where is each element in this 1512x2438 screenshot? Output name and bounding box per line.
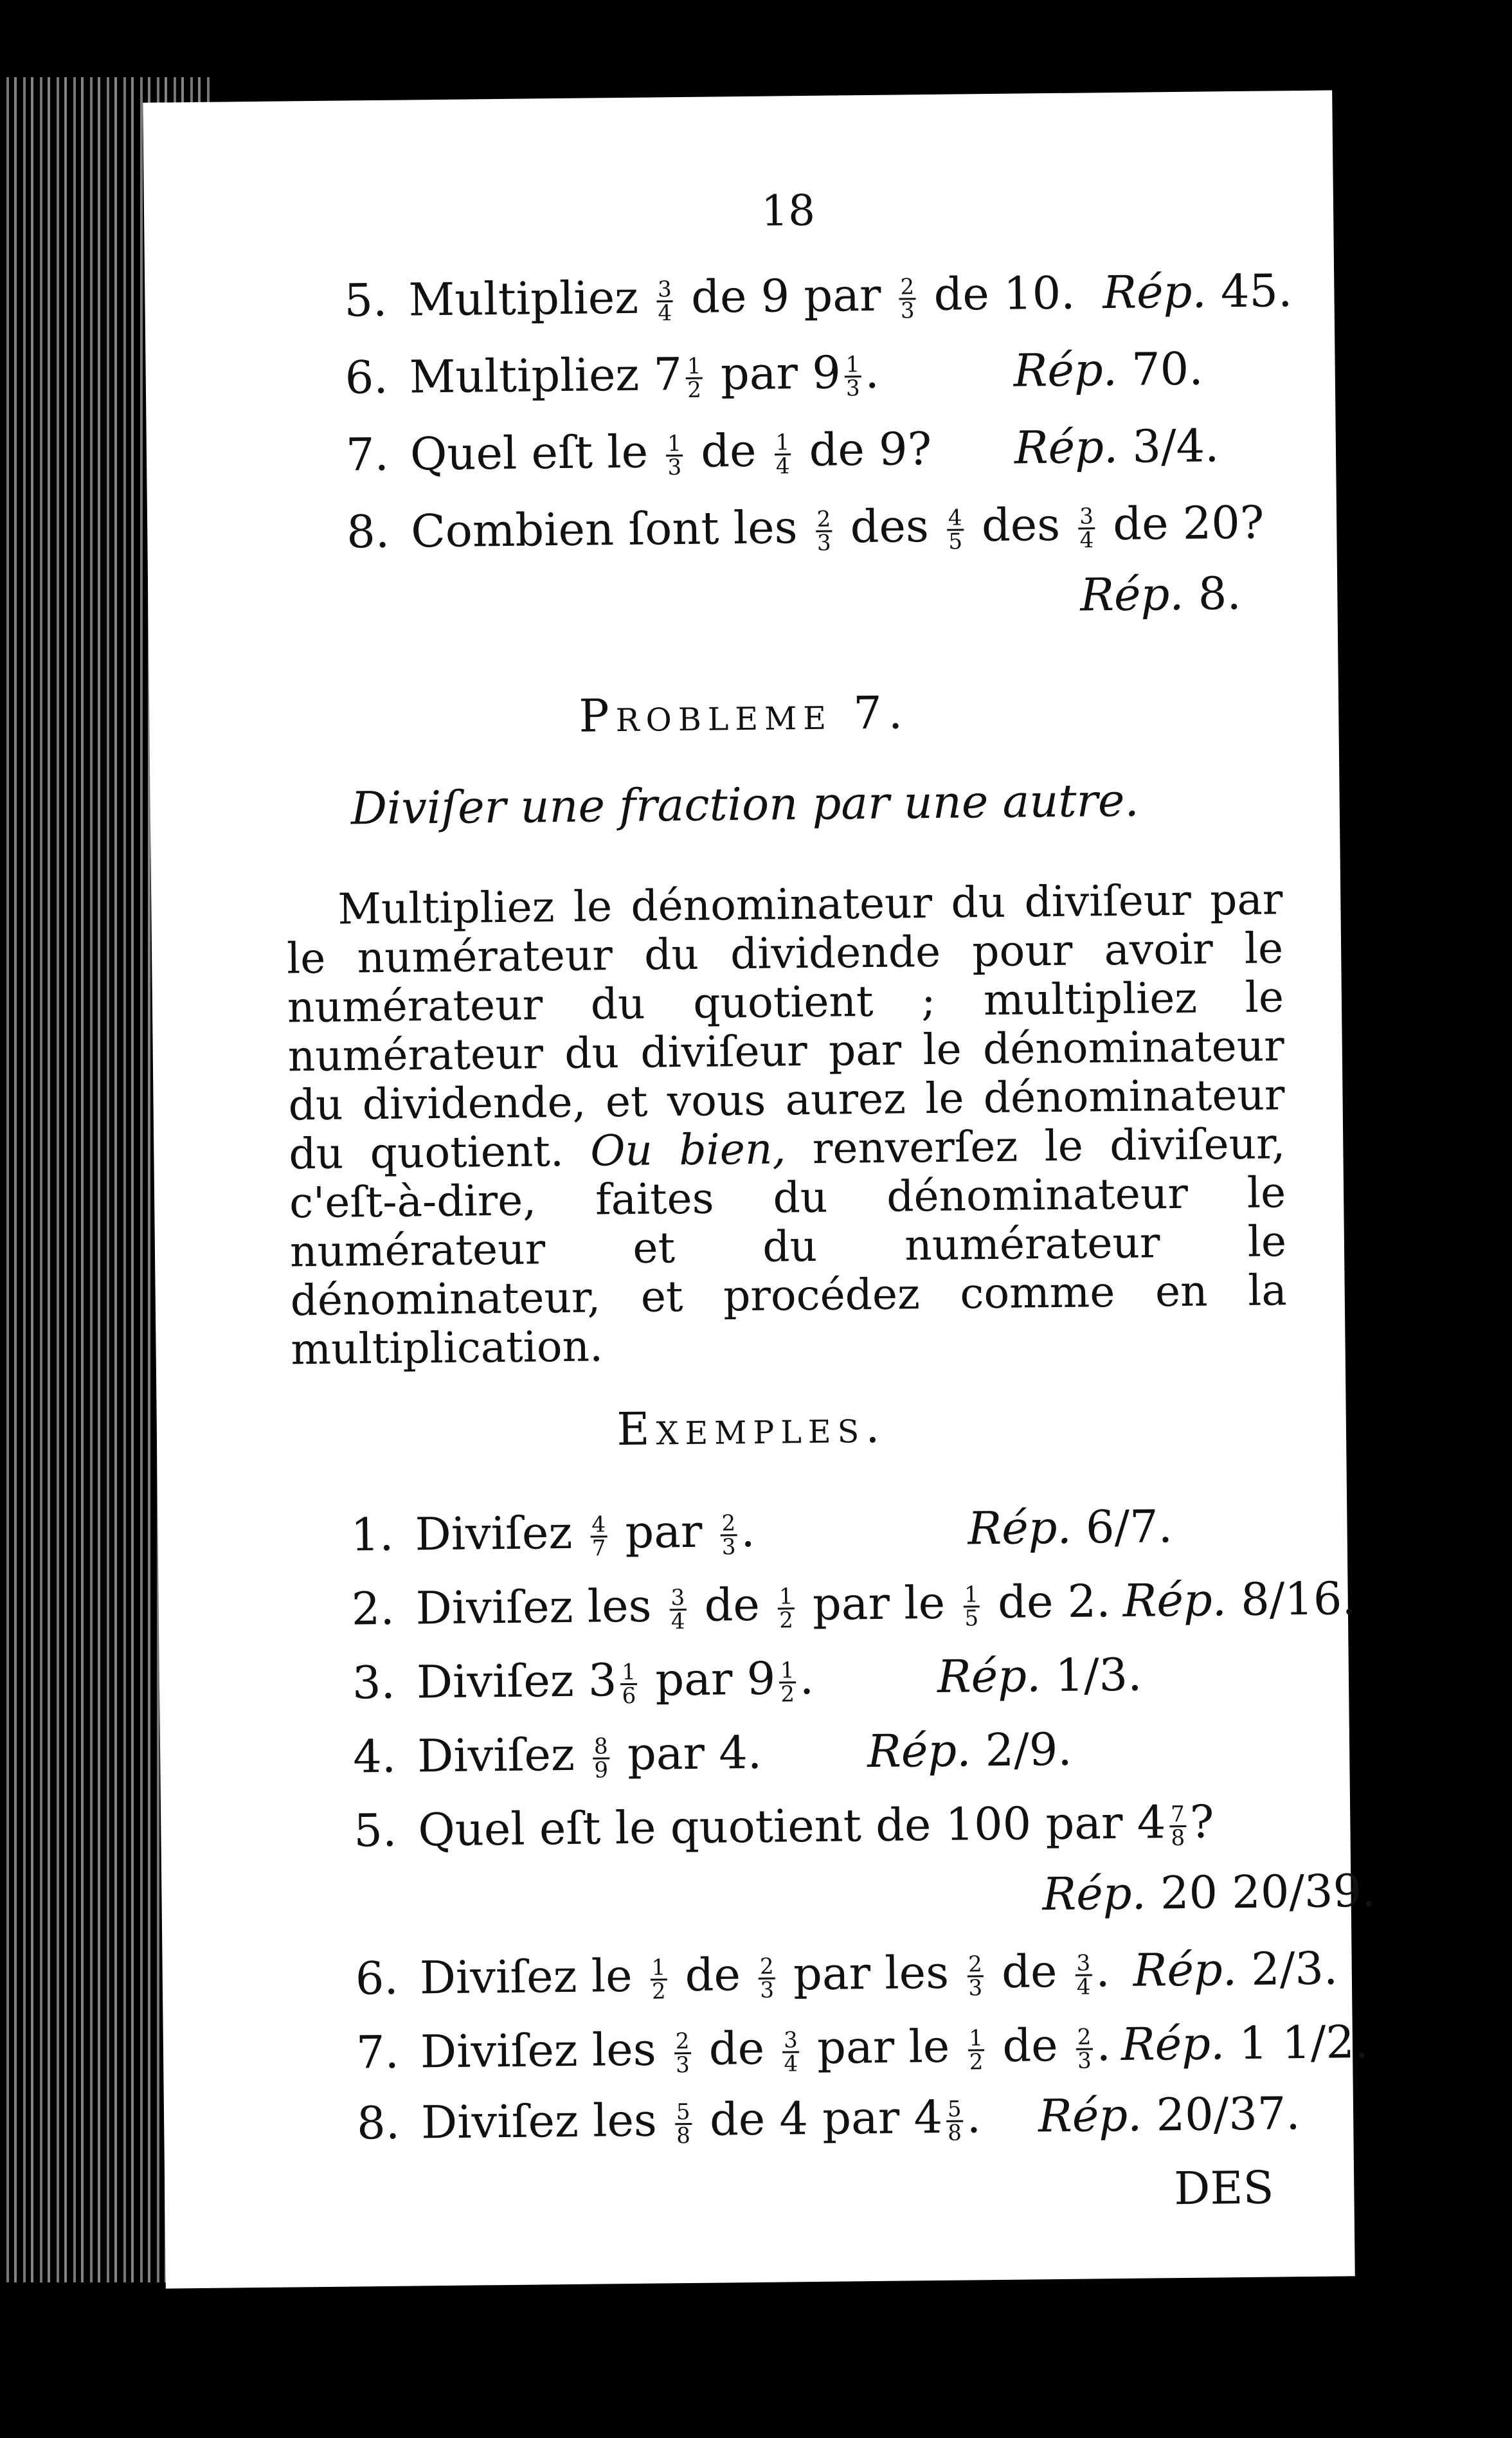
fraction: $\frac{1}{3}$: [667, 430, 682, 480]
exercise-question: [408, 267, 1076, 327]
example-question: [415, 1575, 1110, 1635]
exercise-question: [409, 346, 879, 404]
examples-heading: Exemples.: [616, 1400, 887, 1456]
text-run: par le: [798, 1576, 960, 1631]
fraction: $\frac{1}{3}$: [845, 351, 860, 401]
catchword: DES: [1173, 2161, 1274, 2216]
example-question: [420, 2018, 1112, 2079]
example-answer: Rép. 2/3.: [1133, 1942, 1338, 1997]
page-number: 18: [760, 185, 816, 236]
text-run: .: [1096, 2018, 1112, 2072]
text-run: par 4.: [613, 1726, 762, 1781]
fraction: $\frac{2}{3}$: [759, 1953, 775, 2003]
text-run: de: [670, 1947, 755, 2002]
exercise-answer: Rép. 8.: [1079, 566, 1242, 622]
text-run: de 9 par: [676, 268, 896, 324]
exercise-answer: Rép. 70.: [1013, 342, 1203, 397]
exercise-8: 8. Combien ſont les $\frac{2}{3}$ des $\frac{4}{5}$ des $\frac{3}{4}$ de 20?: [346, 496, 1264, 559]
fraction: $\frac{1}{2}$: [779, 1583, 794, 1634]
exercise-6: 6. Multipliez 7 $\frac{1}{2}$ par 9 $\frac{1}{3}$ .: [345, 345, 880, 404]
text-run: de 4 par 4: [695, 2090, 943, 2146]
rule-paragraph: Multipliez le dénominateur du diviſeur par le numérateur du dividende pour avoir le numérateur du quotient ; multipliez le numérateur du diviſeur par le dénominateur du dividende, et vous aurez le dénominateur du quotient. Ou bien, renverſez le diviſeur, c'eſt-à-dire, faites du dénominateur le numérateur et du numérateur le dénominateur, et procédez comme en la multiplication.: [286, 874, 1288, 1375]
example-6: 6. Diviſez le $\frac{1}{2}$ de $\frac{2}{3}$ par les $\frac{2}{3}$ de $\frac{3}{4}$ .: [355, 1944, 1110, 2005]
exercise-answer: Rép. 45.: [1102, 264, 1293, 320]
book-page: [143, 90, 1376, 2288]
fraction: $\frac{8}{9}$: [593, 1733, 609, 1783]
text-run: de: [694, 2021, 779, 2075]
fraction: $\frac{3}{4}$: [657, 276, 672, 326]
example-question: [415, 1504, 755, 1561]
fraction: $\frac{1}{2}$: [969, 2025, 984, 2075]
text-run: de 9?: [794, 422, 932, 477]
example-3: 3. Diviſez 3 $\frac{1}{6}$ par 9 $\frac{1}{2}$ .: [352, 1651, 815, 1710]
text-run: Multipliez 7: [409, 348, 683, 404]
example-7: 7. Diviſez les $\frac{2}{3}$ de $\frac{3}{4}$ par le $\frac{1}{2}$ de $\frac{2}{3}$ .: [356, 2018, 1112, 2079]
fraction: $\frac{1}{5}$: [964, 1581, 979, 1632]
example-question: [421, 2090, 982, 2149]
fraction: $\frac{3}{4}$: [783, 2027, 798, 2077]
text-run: Combien ſont les: [410, 500, 813, 558]
fraction: $\frac{2}{3}$: [816, 506, 831, 556]
fraction: $\frac{1}{2}$: [651, 1954, 666, 2005]
fraction: $\frac{1}{2}$: [780, 1657, 795, 1708]
fraction: $\frac{2}{3}$: [675, 2028, 690, 2078]
text-run: Diviſez le: [419, 1949, 647, 2005]
text-run: de 2.: [983, 1575, 1111, 1629]
exercise-5: 5. Multipliez $\frac{3}{4}$ de 9 par $\frac{2}{3}$ de 10.: [344, 266, 1076, 327]
fraction: $\frac{3}{4}$: [1076, 1950, 1091, 2000]
example-8: 8. Diviſez les $\frac{5}{8}$ de 4 par 4 $\frac{5}{8}$ .: [356, 2090, 982, 2150]
exercise-question: [411, 496, 1264, 558]
fraction: $\frac{4}{7}$: [591, 1511, 606, 1562]
problem-heading: Probleme 7.: [579, 686, 910, 743]
text-run: .: [864, 345, 880, 399]
example-1: 1. Diviſez $\frac{4}{7}$ par $\frac{2}{3}$ .: [350, 1504, 755, 1562]
example-answer: Rép. 2/9.: [867, 1722, 1072, 1778]
text-run: par le: [802, 2019, 964, 2075]
example-2: 2. Diviſez les $\frac{3}{4}$ de $\frac{1}{2}$ par le $\frac{1}{5}$ de 2.: [351, 1575, 1111, 1636]
text-run: Quel eſt le: [410, 425, 663, 481]
fraction: $\frac{3}{4}$: [670, 1584, 685, 1634]
text-run: par les: [779, 1946, 964, 2001]
fraction: $\frac{5}{8}$: [676, 2099, 691, 2149]
text-run: .: [1095, 1944, 1110, 1998]
text-run: des: [967, 498, 1075, 552]
text-run: Diviſez les: [415, 1579, 667, 1635]
example-question: [418, 1795, 1214, 1856]
fraction: $\frac{2}{3}$: [1077, 2023, 1092, 2074]
exercise-question: [410, 422, 932, 481]
text-run: Diviſez 3: [416, 1654, 617, 1709]
example-question: [417, 1652, 815, 1709]
example-question: [419, 1944, 1110, 2005]
example-answer: Rép. 1/3.: [937, 1648, 1142, 1703]
text-run: par 9: [640, 1652, 776, 1706]
fraction: $\frac{1}{2}$: [687, 353, 702, 403]
fraction: $\frac{1}{6}$: [622, 1659, 636, 1709]
fraction: $\frac{7}{8}$: [1170, 1801, 1185, 1851]
exercise-answer: Rép. 3/4.: [1014, 419, 1220, 474]
text-run: Multipliez: [408, 271, 653, 327]
example-answer: Rép. 20/37.: [1038, 2087, 1300, 2143]
fraction: $\frac{2}{3}$: [721, 1510, 736, 1560]
example-answer: Rép. 6/7.: [968, 1500, 1173, 1555]
fraction: $\frac{3}{4}$: [1079, 503, 1094, 554]
fraction: $\frac{2}{3}$: [968, 1951, 983, 2001]
example-5: 5. Quel eſt le quotient de 100 par 4 $\frac{7}{8}$ ?: [353, 1795, 1214, 1857]
problem-subtitle: Diviſer une fraction par une autre.: [350, 773, 1140, 835]
text-run: de: [987, 1944, 1072, 1999]
text-run: de 10.: [919, 266, 1076, 321]
text-run: .: [966, 2090, 982, 2144]
example-question: [417, 1726, 762, 1783]
fraction: $\frac{1}{4}$: [775, 429, 790, 479]
text-run: Diviſez: [415, 1506, 587, 1561]
text-run: de: [686, 424, 771, 478]
text-run: de: [689, 1578, 775, 1632]
fraction: $\frac{2}{3}$: [900, 273, 915, 323]
fraction: $\frac{5}{8}$: [947, 2096, 962, 2146]
example-answer: Rép. 20 20/39.: [1042, 1864, 1376, 1921]
text-run: .: [799, 1651, 815, 1705]
text-run: par 9: [706, 346, 842, 401]
text-run: de 20?: [1098, 496, 1264, 551]
fraction: $\frac{4}{5}$: [948, 504, 963, 555]
text-run: .: [740, 1504, 755, 1558]
text-run: ?: [1189, 1795, 1214, 1848]
example-answer: Rép. 8/16.: [1122, 1572, 1357, 1627]
example-4: 4. Diviſez $\frac{8}{9}$ par 4.: [352, 1726, 762, 1783]
exercise-7: 7. Quel eſt le $\frac{1}{3}$ de $\frac{1}{4}$ de 9?: [345, 422, 932, 482]
text-run: Diviſez les: [420, 2093, 672, 2149]
text-run: Quel eſt le quotient de 100 par 4: [417, 1796, 1166, 1857]
text-run: de: [987, 2018, 1073, 2073]
text-run: des: [835, 499, 944, 554]
example-answer: Rép. 1 1/2.: [1120, 2015, 1369, 2072]
text-run: Diviſez: [417, 1728, 590, 1783]
text-run: Diviſez les: [420, 2023, 671, 2079]
text-run: par: [610, 1504, 717, 1559]
